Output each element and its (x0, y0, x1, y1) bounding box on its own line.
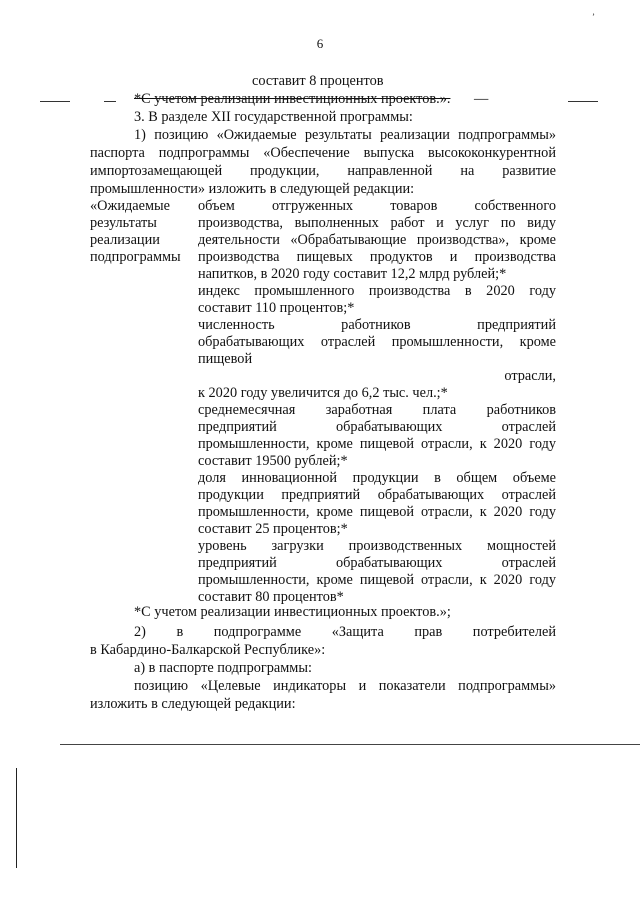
para1-line3: импортозамещающей продукции, направленной на развитие (90, 163, 556, 179)
table-right-line: доля инновационной продукции в общем объеме (198, 470, 556, 486)
footnote: *С учетом реализации инвестиционных проектов.»; (134, 604, 451, 620)
page-number: 6 (316, 36, 324, 51)
table-left-line: результаты (90, 215, 157, 231)
table-right-line: промышленности, кроме пищевой отрасли, к 2020 году (198, 572, 556, 588)
table-right-line: составит 110 процентов;* (198, 300, 355, 316)
table-left-line: «Ожидаемые (90, 198, 170, 214)
para2-pos2: изложить в следующей редакции: (90, 696, 296, 712)
table-right-line: среднемесячная заработная плата работников (198, 402, 556, 418)
para2-line2: в Кабардино-Балкарской Республике»: (90, 642, 326, 658)
scan-dash-right (568, 101, 598, 102)
scan-edge-line (16, 768, 17, 868)
para1-line4: промышленности» изложить в следующей редакции: (90, 181, 415, 197)
page-divider (60, 744, 640, 745)
table-right-line: производства, выполненных работ и услуг по виду (198, 215, 556, 231)
scan-speck: ʼ (592, 12, 595, 22)
struck-dash: — (474, 91, 489, 107)
para2-pos1: позицию «Целевые индикаторы и показатели подпрограммы» (134, 678, 556, 694)
table-right-cell (198, 198, 556, 606)
section-heading: 3. В разделе XII государственной программы: (134, 109, 413, 125)
table-right-line: отрасли, (504, 368, 556, 384)
table-right-line: уровень загрузки производственных мощностей (198, 538, 556, 554)
table-right-line: напитков, в 2020 году составит 12,2 млрд рублей;* (198, 266, 507, 282)
table-right-line: производства пищевых продуктов и производства (198, 249, 556, 265)
table-right-line: индекс промышленного производства в 2020 году (198, 283, 556, 299)
para1-line1: 1) позицию «Ожидаемые результаты реализации подпрограммы» (134, 127, 556, 143)
table-right-line: промышленности, кроме пищевой отрасли, к 2020 году (198, 504, 556, 520)
table-right-line: предприятий обрабатывающих отраслей (198, 555, 556, 571)
table-right-line: предприятий обрабатывающих отраслей (198, 419, 556, 435)
para1-line2: паспорта подпрограммы «Обеспечение выпуска высококонкурентной (90, 145, 556, 161)
struck-footnote: *С учетом реализации инвестиционных проектов.». (134, 91, 451, 107)
table-left-line: подпрограммы (90, 249, 181, 265)
table-right-line: обрабатывающих отраслей промышленности, кроме (198, 334, 556, 350)
table-right-line: продукции предприятий обрабатывающих отраслей (198, 487, 556, 503)
scan-dash-left2 (104, 101, 116, 102)
table-left-line: реализации (90, 232, 160, 248)
line-percent: составит 8 процентов (252, 73, 384, 89)
scan-dash-left (40, 101, 70, 102)
table-left-cell (90, 198, 190, 266)
table-right-line: численность работников предприятий (198, 317, 556, 333)
table-right-line: промышленности, кроме пищевой отрасли, к 2020 году (198, 436, 556, 452)
para2-a: а) в паспорте подпрограммы: (134, 660, 312, 676)
para2-line1: 2) в подпрограмме «Защита прав потребителей (134, 624, 556, 640)
table-right-line: составит 19500 рублей;* (198, 453, 348, 469)
table-right-line: составит 25 процентов;* (198, 521, 348, 537)
table-right-line: объем отгруженных товаров собственного (198, 198, 556, 214)
table-right-line: пищевой (198, 351, 253, 367)
table-right-line: составит 80 процентов* (198, 589, 344, 605)
table-right-line: к 2020 году увеличится до 6,2 тыс. чел.;* (198, 385, 448, 401)
table-right-line: деятельности «Обрабатывающие производства», кроме (198, 232, 556, 248)
